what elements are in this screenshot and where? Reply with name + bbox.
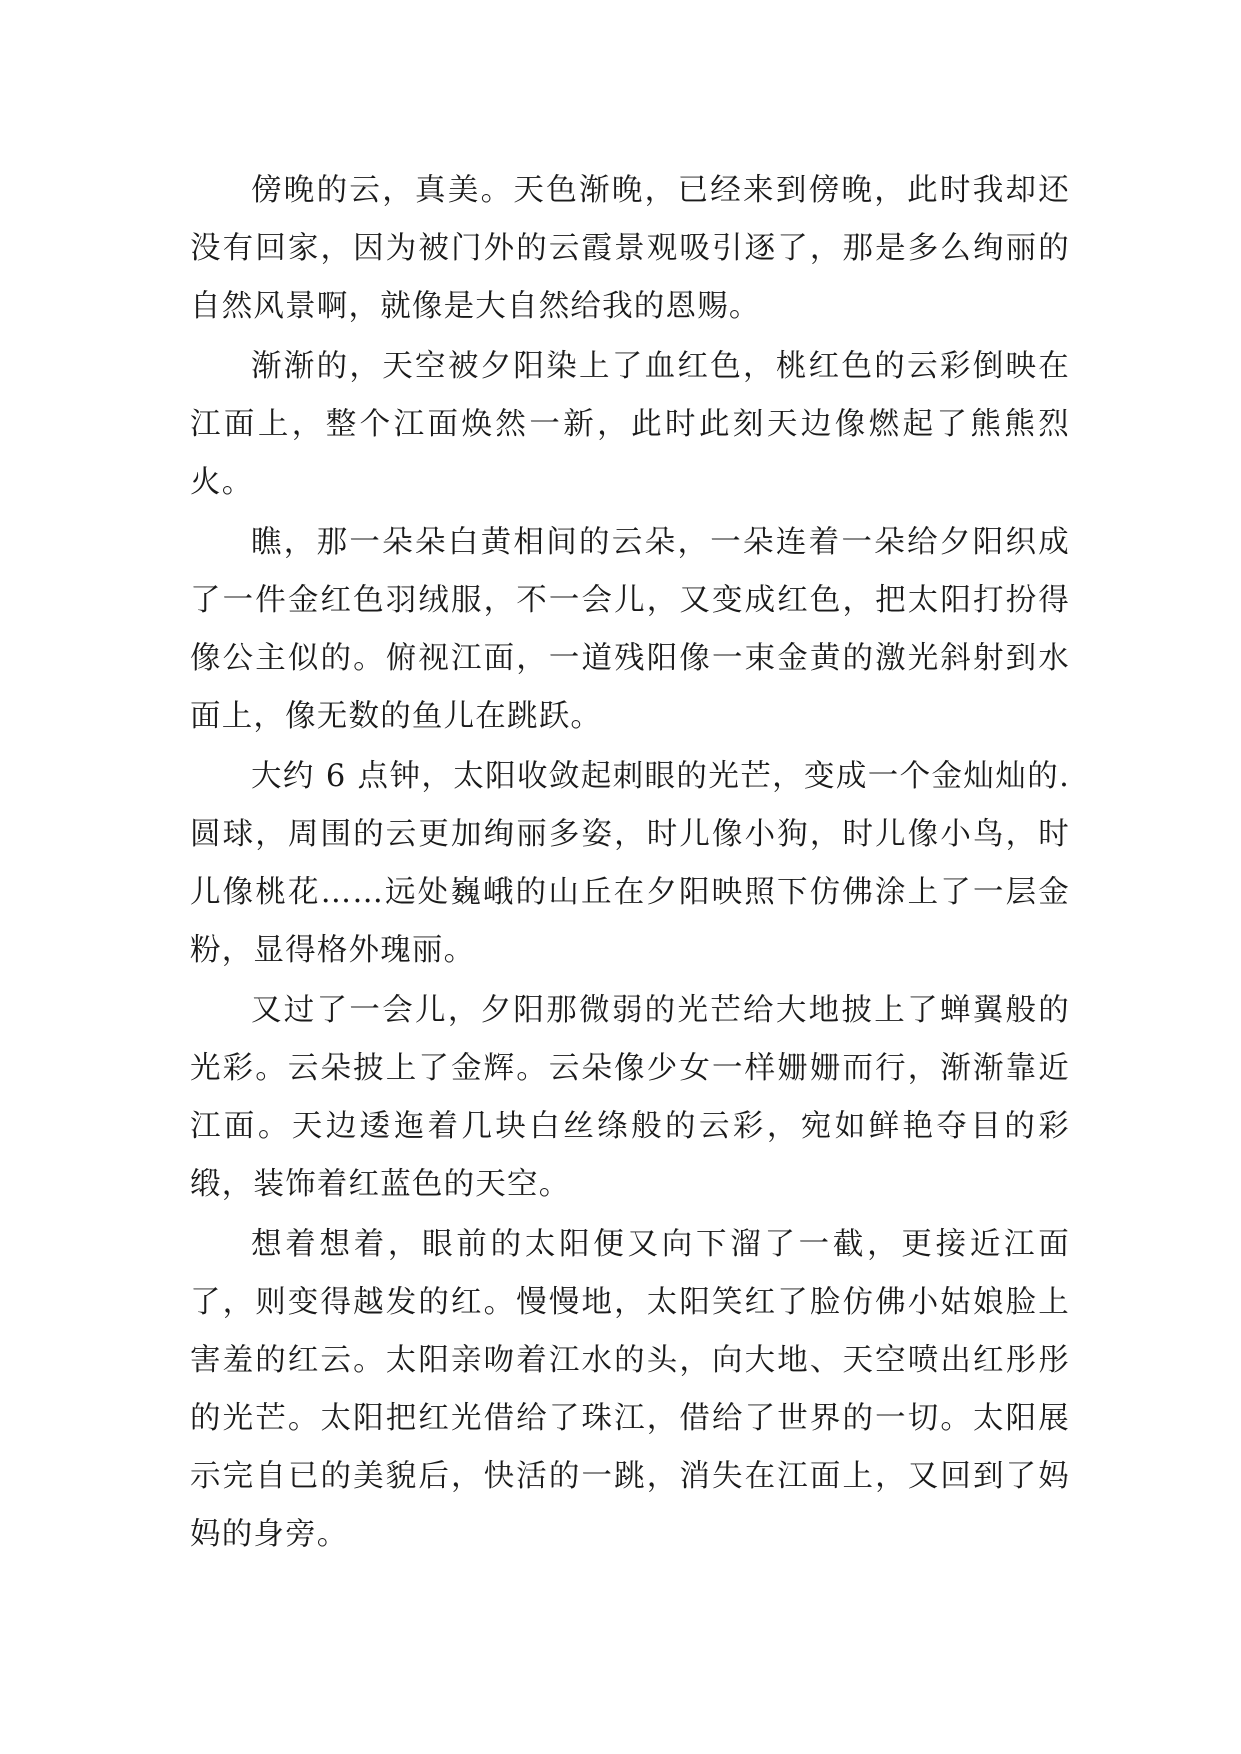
paragraph-1: 傍晚的云，真美。天色渐晚，已经来到傍晚，此时我却还没有回家，因为被门外的云霞景观吸引逐了，那是多么绚丽的自然风景啊，就像是大自然给我的恩赐。 — [190, 173, 1070, 324]
paragraph-6: 想着想着，眼前的太阳便又向下溜了一截，更接近江面了，则变得越发的红。慢慢地，太阳笑红了脸仿佛小姑娘脸上害羞的红云。太阳亲吻着江水的头，向大地、天空喷出红彤彤的光芒。太阳把红光借给了珠江，借给了世界的一切。太阳展示完自已的美貌后，快活的一跳，消失在江面上，又回到了妈妈的身旁。 — [190, 1227, 1070, 1552]
paragraph-5: 又过了一会儿，夕阳那微弱的光芒给大地披上了蝉翼般的光彩。云朵披上了金辉。云朵像少女一样姗姗而行，渐渐靠近江面。天边逶迤着几块白丝绦般的云彩，宛如鲜艳夺目的彩缎，装饰着红蓝色的天空。 — [190, 993, 1070, 1202]
paragraph-2: 渐渐的，天空被夕阳染上了血红色，桃红色的云彩倒映在江面上，整个江面焕然一新，此时此刻天边像燃起了熊熊烈火。 — [190, 349, 1070, 500]
document-body — [190, 162, 1070, 1566]
paragraph-3: 瞧，那一朵朵白黄相间的云朵，一朵连着一朵给夕阳织成了一件金红色羽绒服，不一会儿，又变成红色，把太阳打扮得像公主似的。俯视江面，一道残阳像一束金黄的激光斜射到水面上，像无数的鱼儿在跳跃。 — [190, 525, 1070, 734]
paragraph-4: 大约 6 点钟，太阳收敛起刺眼的光芒，变成一个金灿灿的. 圆球，周围的云更加绚丽多姿，时儿像小狗，时儿像小鸟，时儿像桃花……远处巍峨的山丘在夕阳映照下仿佛涂上了一层金粉，显得格外瑰丽。 — [190, 759, 1070, 968]
